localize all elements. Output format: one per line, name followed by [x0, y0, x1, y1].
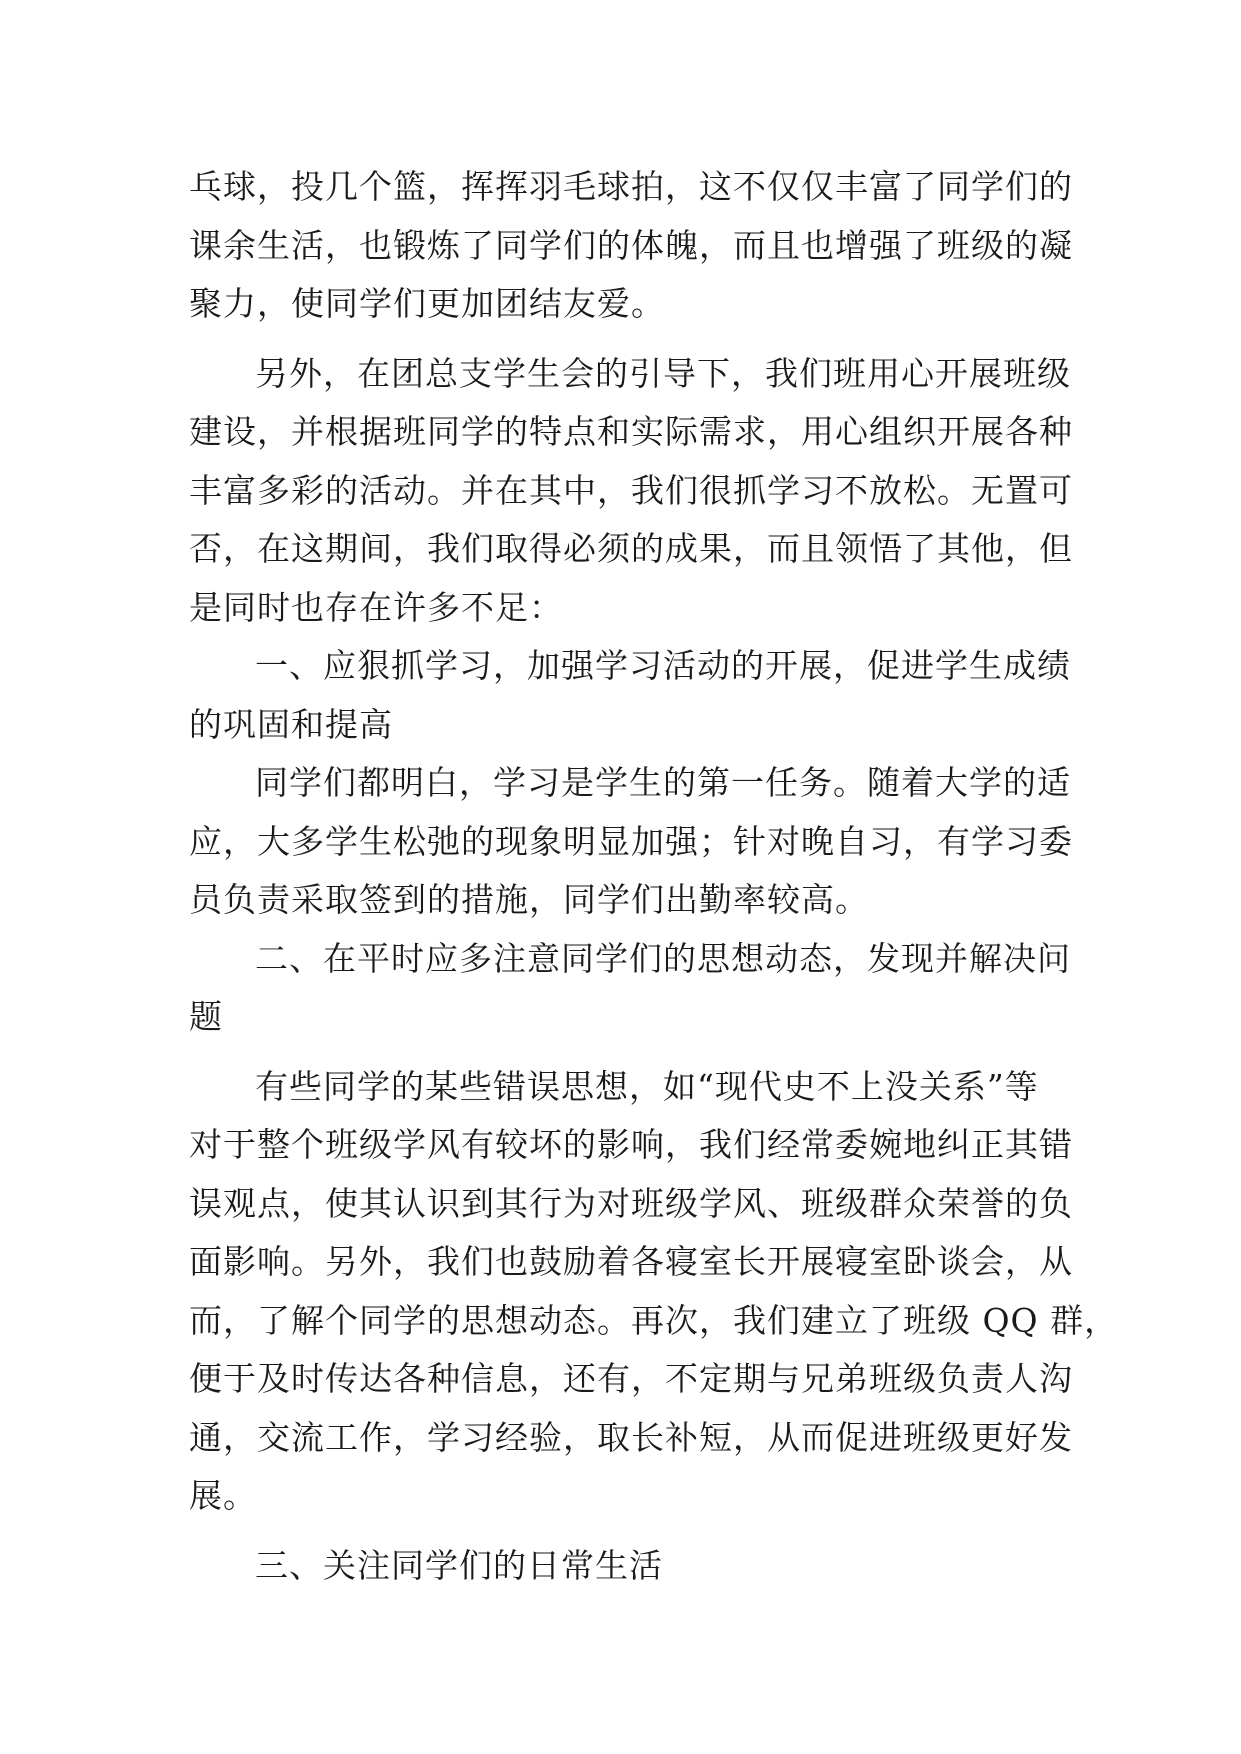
text-line: 员负责采取签到的措施，同学们出勤率较高。 — [189, 880, 869, 919]
text-line: 另外，在团总支学生会的引导下，我们班用心开展班级 — [255, 353, 1071, 393]
text-line: 是同时也存在许多不足： — [189, 587, 563, 627]
text-line: 对于整个班级学风有较坏的影响，我们经常委婉地纠正其错 — [189, 1125, 1073, 1164]
text-line: 而，了解个同学的思想动态。再次，我们建立了班级 QQ 群， — [189, 1300, 1119, 1340]
text-line: 通，交流工作，学习经验，取长补短，从而促进班级更好发 — [189, 1417, 1073, 1457]
text-line: 应，大多学生松弛的现象明显加强；针对晚自习，有学习委 — [189, 821, 1073, 861]
section-heading: 的巩固和提高 — [189, 704, 393, 744]
text-line: 建设，并根据班同学的特点和实际需求，用心组织开展各种 — [189, 412, 1073, 451]
document-body — [189, 158, 1119, 1595]
text-line: 聚力，使同学们更加团结友爱。 — [189, 284, 665, 323]
text-line: 便于及时传达各种信息，还有，不定期与兄弟班级负责人沟 — [189, 1359, 1073, 1398]
text-line: 课余生活，也锻炼了同学们的体魄，而且也增强了班级的凝 — [189, 225, 1073, 265]
text-line: 否，在这期间，我们取得必须的成果，而且领悟了其他，但 — [189, 529, 1073, 568]
text-line: 乓球，投几个篮，挥挥羽毛球拍，这不仅仅丰富了同学们的 — [189, 167, 1073, 206]
section-heading: 题 — [189, 997, 223, 1036]
section-heading: 二、在平时应多注意同学们的思想动态，发现并解决问 — [255, 938, 1071, 978]
text-line: 有些同学的某些错误思想，如“现代史不上没关系”等 — [255, 1066, 1039, 1106]
section-heading: 一、应狠抓学习，加强学习活动的开展，促进学生成绩 — [255, 646, 1071, 685]
text-line: 丰富多彩的活动。并在其中，我们很抓学习不放松。无置可 — [189, 470, 1073, 510]
text-line: 面影响。另外，我们也鼓励着各寝室长开展寝室卧谈会，从 — [189, 1242, 1073, 1281]
text-line: 展。 — [189, 1476, 257, 1515]
text-line: 同学们都明白，学习是学生的第一任务。随着大学的适 — [255, 763, 1071, 802]
section-heading: 三、关注同学们的日常生活 — [255, 1545, 663, 1585]
text-line: 误观点，使其认识到其行为对班级学风、班级群众荣誉的负 — [189, 1183, 1073, 1223]
